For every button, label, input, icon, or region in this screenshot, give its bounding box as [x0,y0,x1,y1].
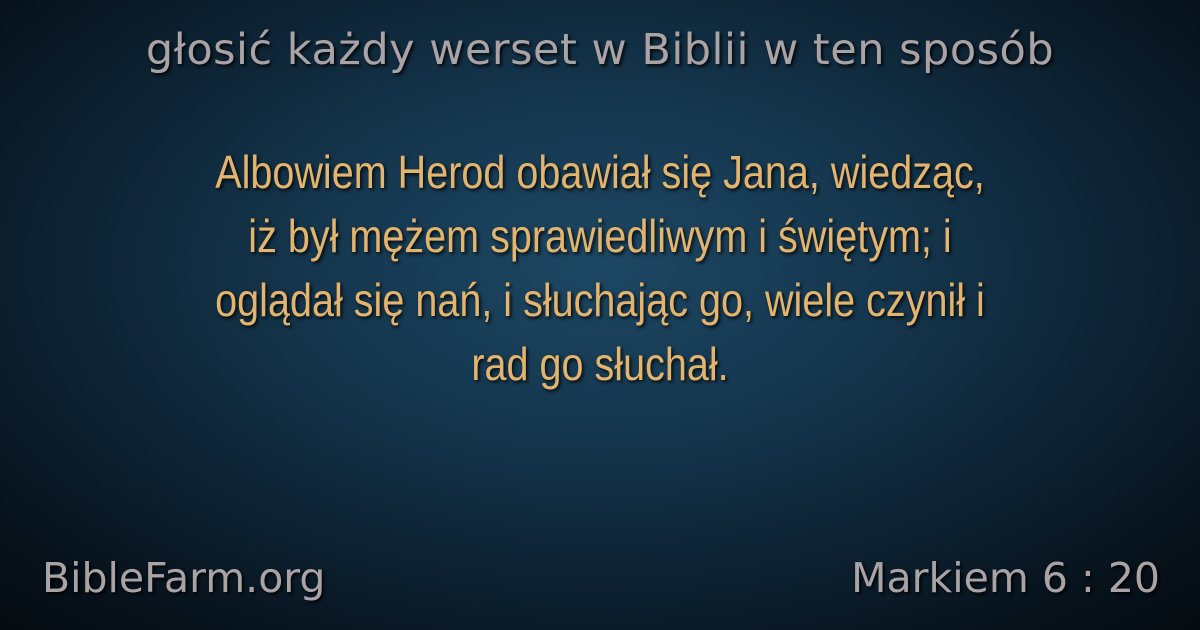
site-name: BibleFarm.org [42,554,326,602]
verse-line: oglądał się nań, i słuchając go, wiele czynił i [215,274,985,326]
verse-reference: Markiem 6 : 20 [851,554,1160,602]
header-tagline: głosić każdy werset w Biblii w ten sposób [145,25,1055,75]
verse-line: iż był mężem sprawiedliwym i świętym; i [248,210,952,262]
verse-line: Albowiem Herod obawiał się Jana, wiedząc, [215,146,985,198]
verse-text [40,140,1160,396]
verse-line: rad go słuchał. [471,338,729,390]
